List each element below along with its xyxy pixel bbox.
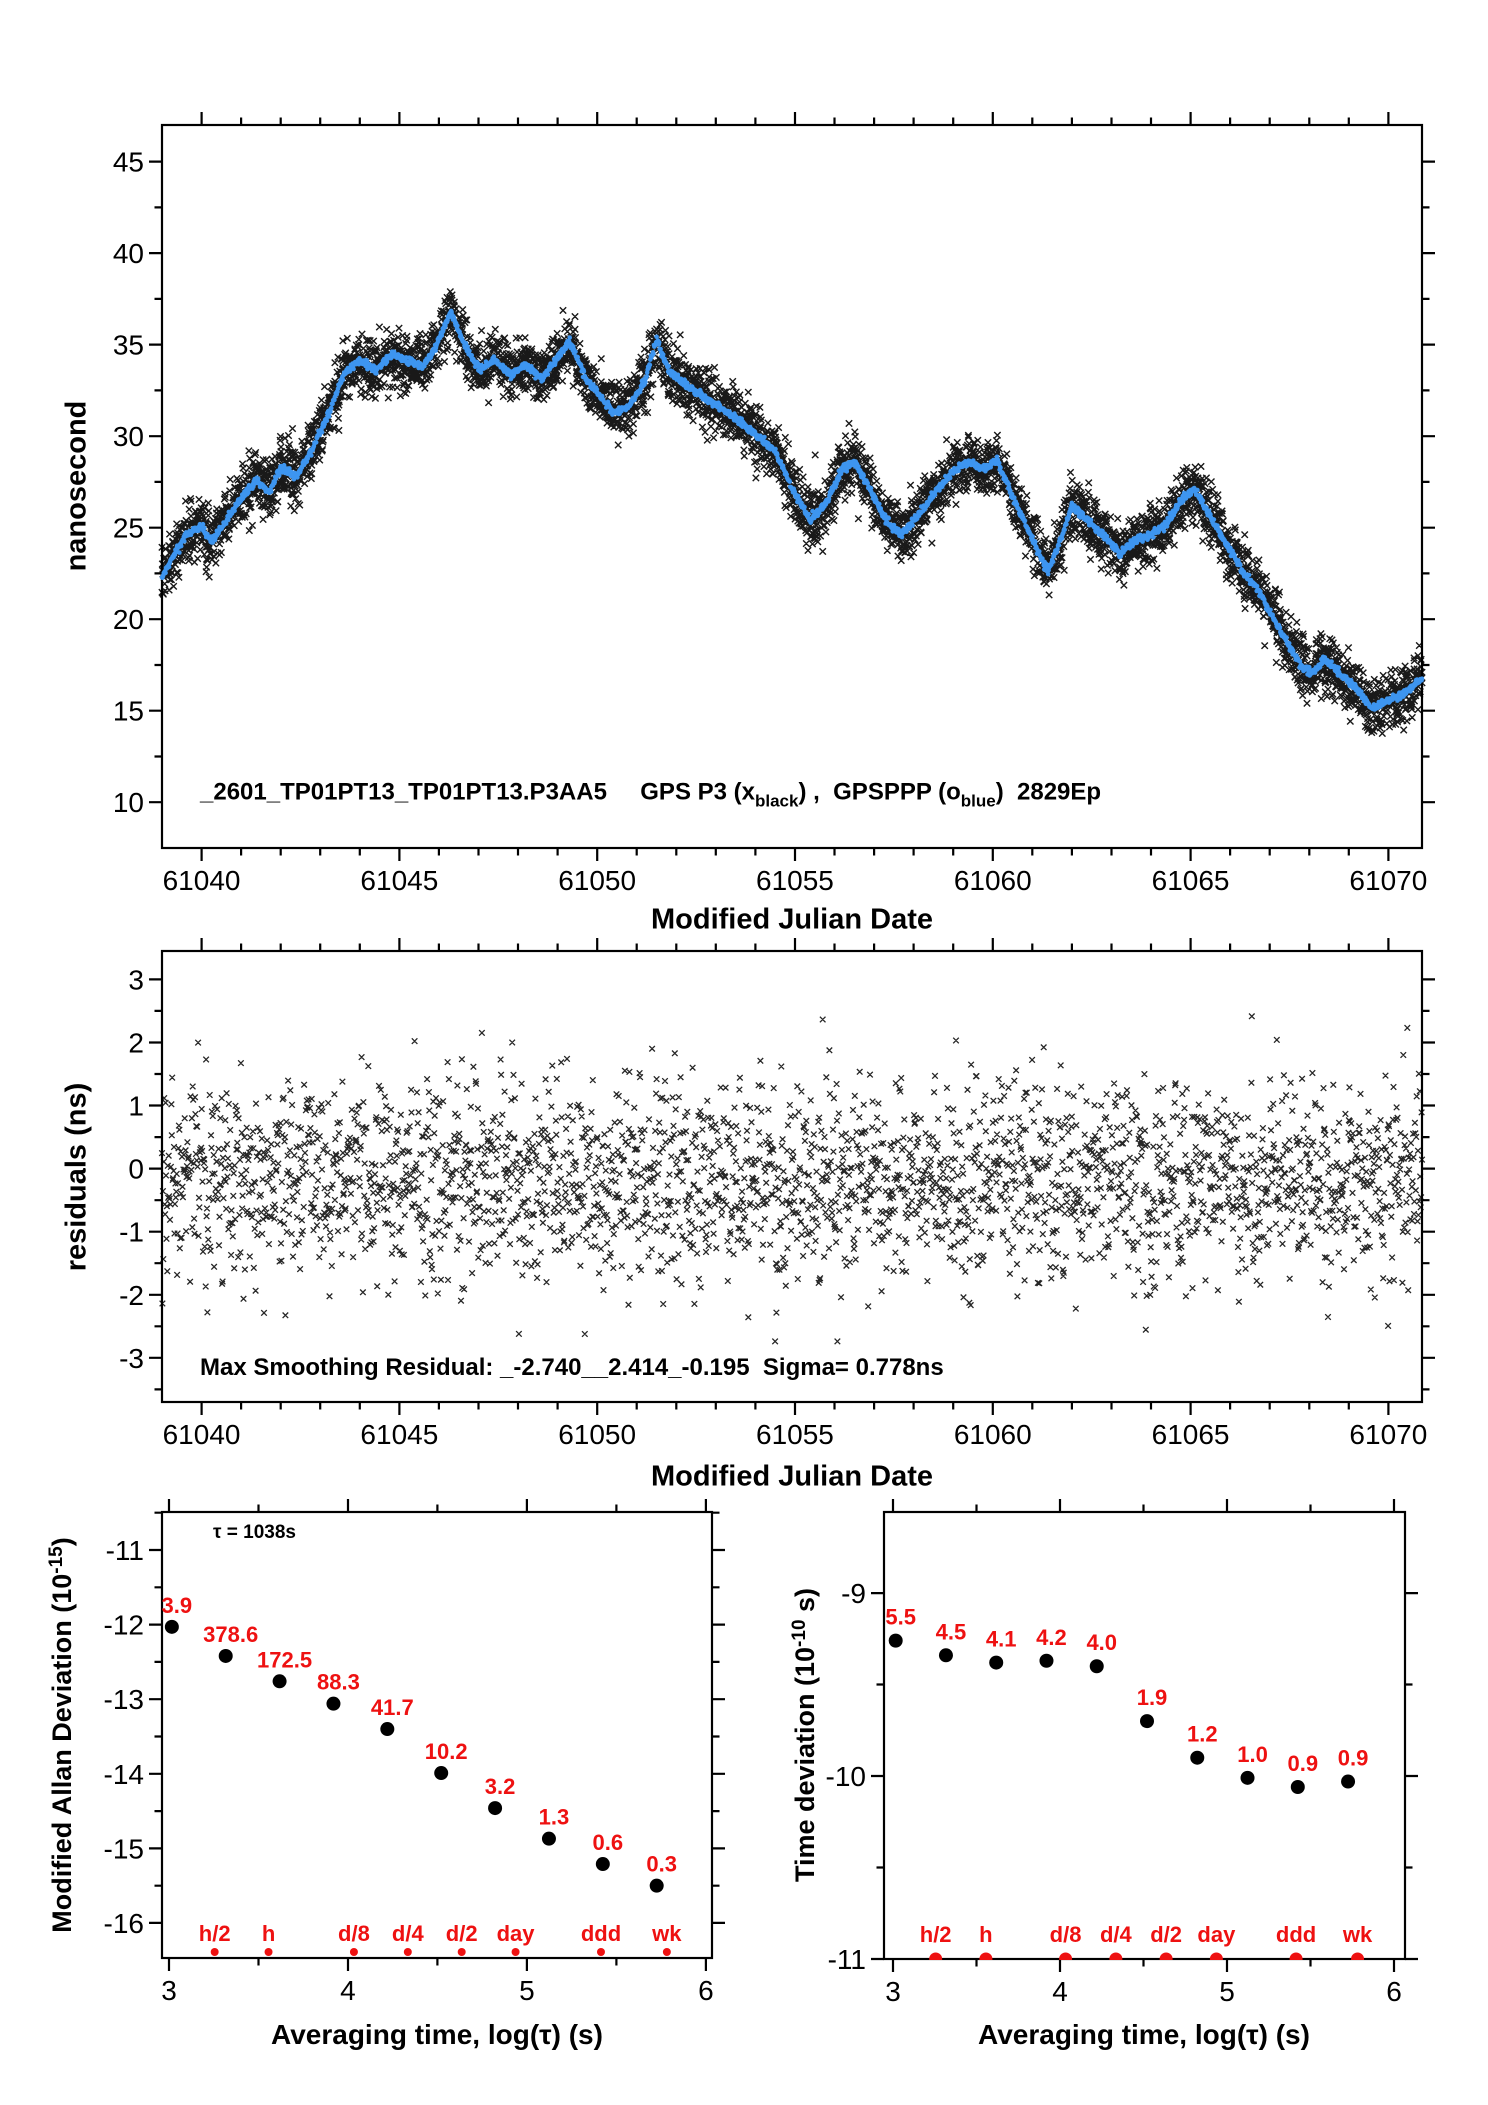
svg-text:41.7: 41.7 bbox=[370, 1695, 414, 1721]
svg-text:1.2: 1.2 bbox=[1186, 1721, 1218, 1747]
svg-text:3: 3 bbox=[128, 964, 144, 996]
svg-text:d/4: d/4 bbox=[391, 1921, 424, 1946]
svg-text:d/4: d/4 bbox=[1099, 1922, 1132, 1947]
svg-text:15: 15 bbox=[112, 695, 144, 727]
svg-text:61040: 61040 bbox=[162, 865, 241, 896]
svg-text:d/2: d/2 bbox=[1150, 1922, 1183, 1947]
svg-text:4: 4 bbox=[340, 1975, 356, 2006]
svg-text:-15: -15 bbox=[103, 1833, 144, 1865]
svg-text:d/8: d/8 bbox=[1049, 1922, 1082, 1947]
gps-series1-marker-color: black bbox=[754, 791, 799, 811]
mdev-exponent: -15 bbox=[46, 1546, 67, 1574]
svg-text:h: h bbox=[261, 1921, 276, 1946]
svg-text:4.0: 4.0 bbox=[1086, 1630, 1118, 1656]
tdev-y-axis-title: Time deviation ($10^{-10}$ s) bbox=[789, 1587, 820, 1883]
svg-text:0.9: 0.9 bbox=[1337, 1745, 1369, 1771]
gps-series-annotation: _2601_TP01PT13_TP01PT13.P3AA5 GPS P3 $(x_{black})$ , GPSPPP $(o_{blue})$ 2829Ep bbox=[200, 778, 1102, 811]
residuals-stats-annotation: Max Smoothing Residual: _-2.740__2.414_-0.195 Sigma= 0.778ns bbox=[200, 1354, 944, 1381]
svg-text:day: day bbox=[496, 1921, 535, 1946]
svg-text:-3: -3 bbox=[119, 1342, 144, 1374]
svg-text:25: 25 bbox=[112, 512, 144, 544]
svg-text:30: 30 bbox=[112, 421, 144, 453]
svg-text:day: day bbox=[1197, 1922, 1236, 1947]
svg-text:-13: -13 bbox=[103, 1684, 144, 1716]
svg-text:d/8: d/8 bbox=[338, 1921, 370, 1946]
svg-text:10: 10 bbox=[112, 787, 144, 819]
gps-series2-label: GPSPPP (o bbox=[833, 778, 961, 806]
gps-x-axis-title: Modified Julian Date bbox=[651, 903, 933, 936]
svg-text:61065: 61065 bbox=[1151, 865, 1230, 896]
svg-text:ddd: ddd bbox=[580, 1921, 622, 1946]
svg-text:61060: 61060 bbox=[953, 1419, 1032, 1450]
svg-text:88.3: 88.3 bbox=[317, 1669, 360, 1695]
svg-text:6: 6 bbox=[698, 1975, 714, 2006]
svg-text:3.2: 3.2 bbox=[484, 1774, 516, 1800]
svg-text:61050: 61050 bbox=[558, 1419, 637, 1450]
svg-text:4.5: 4.5 bbox=[935, 1619, 967, 1645]
svg-text:3: 3 bbox=[161, 1975, 177, 2006]
svg-text:wk: wk bbox=[652, 1921, 682, 1946]
svg-text:61045: 61045 bbox=[360, 865, 439, 896]
tdev-panel bbox=[826, 1499, 1418, 2007]
svg-text:2: 2 bbox=[128, 1027, 144, 1059]
svg-text:0.9: 0.9 bbox=[1287, 1751, 1319, 1777]
gps-series2-marker-color: blue bbox=[960, 791, 996, 811]
svg-text:d/2: d/2 bbox=[445, 1921, 478, 1946]
svg-text:61055: 61055 bbox=[756, 865, 834, 896]
residuals-y-axis-title: residuals (ns) bbox=[60, 1082, 93, 1272]
svg-text:4.2: 4.2 bbox=[1036, 1624, 1067, 1650]
svg-text:35: 35 bbox=[112, 329, 144, 361]
gps-y-axis-title: nanosecond bbox=[60, 400, 93, 572]
svg-text:h/2: h/2 bbox=[198, 1921, 231, 1946]
svg-text:172.5: 172.5 bbox=[257, 1647, 313, 1673]
svg-text:5.5: 5.5 bbox=[885, 1604, 916, 1630]
svg-text:0: 0 bbox=[128, 1153, 144, 1185]
gps-file-id: _2601_TP01PT13_TP01PT13.P3AA5 bbox=[200, 778, 607, 806]
gps-epoch-count: 2829Ep bbox=[1017, 778, 1102, 806]
svg-text:45: 45 bbox=[112, 146, 144, 178]
mdev-y-axis-title: Modified Allan Deviation $(10^{-15})$ bbox=[46, 1537, 77, 1933]
svg-text:61055: 61055 bbox=[756, 1419, 834, 1450]
svg-text:61065: 61065 bbox=[1151, 1419, 1230, 1450]
svg-text:61040: 61040 bbox=[162, 1419, 241, 1450]
svg-text:0.6: 0.6 bbox=[592, 1830, 624, 1856]
svg-text:61045: 61045 bbox=[360, 1419, 439, 1450]
svg-text:ddd: ddd bbox=[1275, 1922, 1317, 1947]
svg-text:5: 5 bbox=[519, 1975, 535, 2006]
svg-text:378.6: 378.6 bbox=[203, 1621, 259, 1647]
svg-text:-9: -9 bbox=[841, 1578, 866, 1610]
svg-text:3: 3 bbox=[885, 1976, 901, 2007]
svg-text:0.3: 0.3 bbox=[646, 1851, 677, 1877]
svg-text:1.0: 1.0 bbox=[1237, 1741, 1268, 1767]
svg-text:-10: -10 bbox=[825, 1761, 866, 1793]
svg-text:1.9: 1.9 bbox=[1136, 1685, 1168, 1711]
mdev-tau-note: τ = 1038s bbox=[213, 1522, 296, 1543]
residuals-x-axis-title: Modified Julian Date bbox=[651, 1460, 933, 1493]
svg-text:20: 20 bbox=[112, 604, 144, 636]
mdev-panel bbox=[104, 1499, 725, 2006]
svg-text:6: 6 bbox=[1386, 1976, 1402, 2007]
svg-text:61070: 61070 bbox=[1349, 865, 1428, 896]
svg-text:-11: -11 bbox=[105, 1535, 144, 1567]
svg-text:-1: -1 bbox=[119, 1216, 144, 1248]
tdev-x-axis-title: Averaging time, log(τ) (s) bbox=[978, 2019, 1310, 2050]
svg-text:10.2: 10.2 bbox=[424, 1739, 468, 1765]
svg-text:5: 5 bbox=[1219, 1976, 1235, 2007]
svg-text:-12: -12 bbox=[103, 1609, 144, 1641]
mdev-x-axis-title: Averaging time, log(τ) (s) bbox=[271, 2019, 603, 2050]
svg-text:3.9: 3.9 bbox=[161, 1592, 193, 1618]
svg-text:40: 40 bbox=[112, 238, 144, 270]
svg-text:-14: -14 bbox=[103, 1758, 144, 1790]
svg-text:4.1: 4.1 bbox=[985, 1626, 1017, 1652]
svg-text:61060: 61060 bbox=[953, 865, 1032, 896]
svg-text:-16: -16 bbox=[103, 1907, 144, 1939]
svg-text:1.3: 1.3 bbox=[538, 1804, 570, 1830]
svg-text:-2: -2 bbox=[119, 1279, 144, 1311]
svg-text:61050: 61050 bbox=[558, 865, 637, 896]
svg-text:61070: 61070 bbox=[1349, 1419, 1428, 1450]
svg-text:wk: wk bbox=[1342, 1922, 1373, 1947]
svg-text:-11: -11 bbox=[827, 1944, 866, 1975]
tdev-exponent: -10 bbox=[789, 1619, 810, 1647]
svg-text:4: 4 bbox=[1052, 1976, 1068, 2007]
svg-text:h/2: h/2 bbox=[919, 1922, 952, 1947]
gps-series1-label: GPS P3 (x bbox=[640, 778, 755, 806]
svg-text:1: 1 bbox=[128, 1090, 144, 1122]
svg-text:h: h bbox=[979, 1922, 993, 1947]
